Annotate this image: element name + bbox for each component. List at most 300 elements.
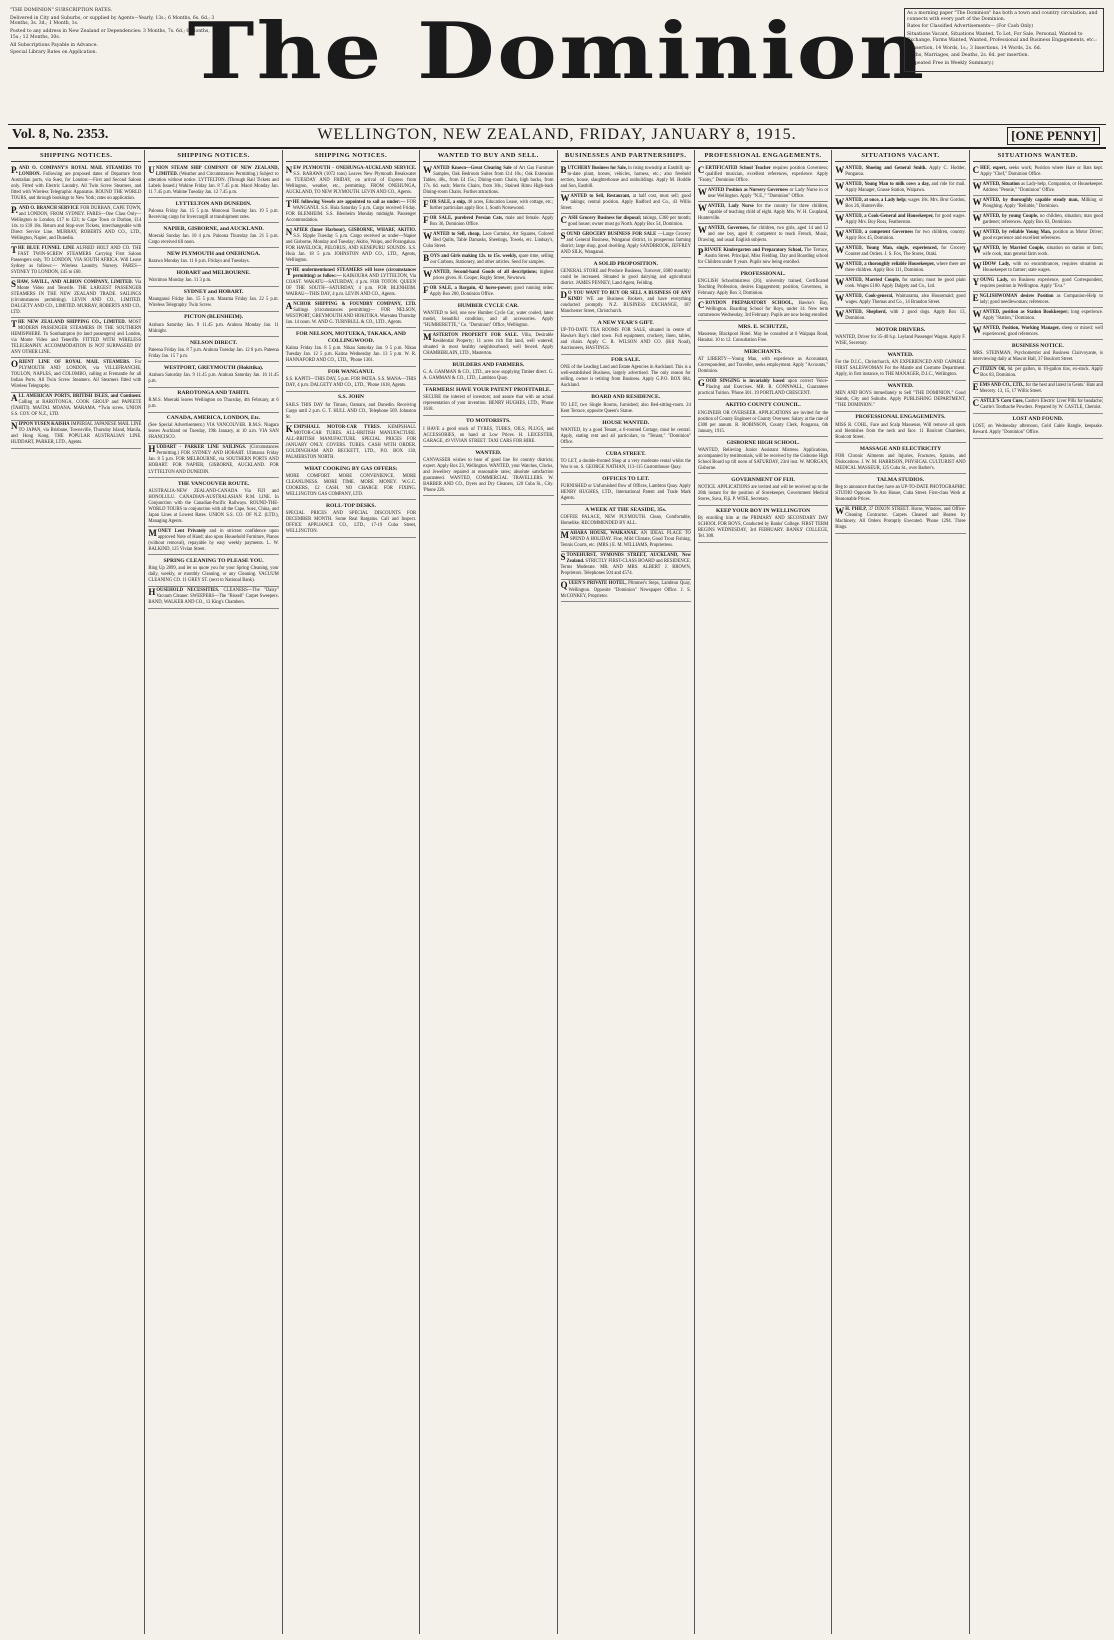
ad-body: —Large Grocery and General Business, Wanganui district, in prosperous farming district; large shop, good dwelling. Apply SANDBROOK, JEFFREY AND SILK, Wanganui. (560, 231, 691, 255)
ad-headline: LL AMERICAN PORTS, BRITISH ISLES, and Continent. (18, 394, 142, 400)
ad-headline: TO MOTORISTS. (466, 418, 511, 425)
ad-body: ONE of the Leading Land and Estate Agencies in Auckland. This is a well-established Business, largely advertised. The only reason for selling, owner is retiring from Business. Apply G.P.O. BOX 684, Auckland. (560, 365, 691, 389)
ad-headline: NEW PLYMOUTH and ONEHUNGA. (166, 250, 261, 257)
ad-headline: OYS and Girls making 12s. to 15s. weekly, (430, 253, 518, 259)
ad-headline: NION STEAM SHIP COMPANY OF NEW ZEALAND, LIMITED. (155, 165, 279, 177)
ad-body: ENGLISH Schoolmistress (26), university trained, Certificated Teaching Profession, desires Engagement; position, Governess, in February. Apply Box 3, Dominion. (697, 278, 829, 296)
ad-headline: OUSEHOLD NECESSITIES. (156, 588, 220, 594)
classified-ad (423, 214, 553, 230)
ad-headline: EW PLYMOUTH - ONEHUNGA-AUCKLAND SERVICE. (293, 165, 417, 171)
ad-body: situation on station or farm; wife cook, man general farm work. (982, 245, 1104, 257)
ad-headline: NELSON DIRECT. (189, 339, 238, 346)
ad-initial: A (11, 393, 18, 404)
ad-headline: AND O. BRANCH SERVICE (18, 205, 79, 211)
classified-ad (973, 276, 1103, 292)
ad-body: MOST MODERN PASSENGER STEAMERS IN THE SOUTHERN HEMISPHERE. To Southampton (to land passengers) and London, via Monte Video and Teneriffe. FITTED WITH WIRELESS TELEGRAPHY. ACCOMMODATION IS NOT SURPASSED BY ANY OTHER LINE. (11, 319, 142, 355)
ad-initial: W (972, 212, 982, 223)
ad-headline: S.S. JOHN (337, 394, 364, 401)
column-heading: SITUATIONS VACANT. (835, 150, 965, 162)
ad-initial: P. (11, 164, 18, 175)
classified-ad (286, 367, 416, 392)
ad-headline: ANTED to Sell, cheap, (433, 231, 481, 237)
ad-headline: NCHOR SHIPPING & FOUNDRY COMPANY, LTD. (293, 301, 417, 307)
ad-headline: BUSINESS NOTICE. (1011, 342, 1064, 349)
classified-ad (11, 421, 141, 449)
ad-headline: ANTED, Governess, (707, 225, 750, 231)
classified-ad (835, 228, 965, 244)
ad-headline: OOD SINGING is invariably based (705, 379, 785, 385)
ad-headline: TALMA STUDIOS. (876, 476, 925, 483)
ad-body: Lace Curtains, Art Squares, Colored Bed Quilts, Table Damasks, Sheetings, Towels, etc. Lindsay's, Cuba Street. (423, 231, 554, 249)
ad-headline: IPPON YUSEN KAISHA (18, 422, 70, 428)
classified-ad (423, 447, 553, 496)
ad-headline: ANTED, Lady Nurse (707, 203, 754, 209)
ad-headline: ASH Grocery Business for disposal; (568, 215, 642, 221)
ad-body: CLEANERS—The "Daisy" Vacuum Cleaner. SWEEPERS—The "Bissell" Carpet Sweepers. BAND, WALKER AND CO., 13 King's Chambers. (148, 588, 279, 606)
ad-rates-line: Rates for Classified Advertisements— (For Cash Only) (907, 24, 1034, 30)
ad-headline: BOARD AND RESIDENCE. (591, 394, 661, 401)
classified-ad (835, 308, 965, 324)
volume-number: Vol. 8, No. 2353. (12, 127, 109, 142)
classified-ad (698, 400, 828, 437)
ad-initial: N (11, 421, 18, 432)
ad-headline: PROFESSIONAL. (740, 270, 786, 277)
ad-initial: W (423, 230, 433, 241)
ad-headline: A NEW YEAR'S GIFT. (597, 319, 654, 326)
classified-ad (286, 266, 416, 300)
ad-headline: KEEP YOUR BOY IN WELLINGTON (715, 508, 811, 515)
ad-body: UP-TO-DATE TEA ROOMS FOR SALE, situated in centre of Hawke's Bay's chief town. Full equipment, crockery, linen, tables, and chairs. Apply C. R. WILSON AND CO. (Bill Noad), Auctioneers, HASTINGS. (560, 328, 691, 352)
ad-body: Beg to announce that they have an UP-TO-DATE PHOTOGRAPHIC STUDIO Opposite Te Aro House, Cuba Street. First-class Work at Reasonable Prices. (835, 484, 966, 502)
ad-initial: T (11, 244, 18, 255)
ad-body: Milking or Ploughing. Apply "Reliable," Dominion. (982, 197, 1103, 209)
page-column (145, 150, 282, 1634)
classified-ad (561, 448, 691, 473)
ad-headline: WANTED. (887, 383, 914, 390)
classified-ad (561, 355, 691, 392)
ad-body: WE are Business Brokers, and have everything conducted promptly. N.Z. BUSINESS EXCHANGE, 187 Manchester Street, Christchurch. (560, 296, 691, 314)
newspaper-title: The Dominion (187, 6, 927, 97)
classified-ad (973, 382, 1103, 398)
ad-body: WANTED to Sell, one new Humber Cycle Car, water cooled, latest model, beautiful condition, and all accessories. Apply "HUMBERETTE," Co. "Dominion" Office, Wellington. (423, 310, 554, 328)
ad-headline: NGLISHWOMAN desires Position (979, 293, 1054, 299)
ad-headline: THE VANCOUVER ROUTE. (177, 480, 250, 487)
classified-ad (423, 230, 553, 252)
ad-body: where there are three children. Apply Box 111, Dominion. (845, 261, 966, 273)
classified-ad (835, 324, 965, 349)
rates-line: Delivered in City and Suburbs, or supplied by Agents—Yearly, 13s.; 6 Months, 6s. 6d.; 3 Months, 3s. 3d.; 1 Month, 1s. (10, 15, 215, 27)
ad-body: (See Special Advertisement.) VIA VANCOUVER. R.M.S. Niagara leaves Auckland on Tuesday, 19th January, at 10 a.m. VIA SAN FRANCISCO. (148, 423, 279, 441)
ad-body: as Companion-Help to lady; good needlewoman; references. (979, 293, 1103, 305)
ad-body: for the best and latest in Gents.' Hats and Mercery. 13, 15, 17 Willis Street. (979, 383, 1103, 395)
ad-body: in rising township at Eastbill; up-to-date plant, horses, vehicles, harness, etc.; also freehold section, house, slaughterhouse and outbuildings. Apply M. Hoddle and Son, Eastbill. (560, 165, 691, 189)
ad-body: S.S. KAPITI—THIS DAY, 5 p.m. FOR PATEA. S.S. MANA—THIS DAY, 4 p.m. DALGETY AND CO., LTD., 'Phone 1618, Agents. (285, 377, 417, 389)
classified-ad (973, 340, 1103, 365)
classified-ad (698, 474, 828, 505)
ad-body: Plimmer's Steps, Lambton Quay, Wellington. Opposite "Dominion" Newspaper Office. J. S. McCONKEY, Proprietor. (560, 581, 691, 599)
column-heading: SHIPPING NOTICES. (11, 150, 141, 162)
ad-body: for Grocery Counter and Orders. J. S. Fox, The Stores, Otaki. (845, 245, 966, 257)
ad-body: Via Monte Video and Tenerife. THE LARGEST PASSENGER STEAMERS IN THE NEW ZEALAND TRADE. SAILINGS (circumstances permitting). LEVIN AND CO., LIMITED. DALGETY AND CO., LIMITED. MURRAY, ROBERTS AND CO., LTD. (11, 279, 142, 315)
classified-ad (698, 437, 828, 474)
ad-initial: T (285, 266, 292, 277)
classified-ad (286, 423, 416, 463)
classified-ad (698, 186, 828, 202)
classified-ad (148, 268, 278, 287)
ad-rates-line: As a morning paper "The Dominion" has both a town and country circulation, and connects with every part of the Dominion. (907, 11, 1098, 22)
ad-headline: FARMERS! HAVE YOUR PATENT PROFITABLE. (425, 387, 552, 394)
column-heading: SITUATIONS WANTED. (973, 150, 1103, 162)
page-column (420, 150, 557, 1634)
classified-ad (148, 164, 278, 198)
ad-headline: WESTPORT, GREYMOUTH (Hokitika). (163, 364, 264, 371)
page-column (695, 150, 832, 1634)
ad-rates-line: Situations Vacant, Situations Wanted, To Let, For Sale, Personal, Wanted to Exchange, Farms Wanted, Wanted, Professional and Business Engagements, etc.: (907, 32, 1097, 43)
ad-headline: TONEHURST, SYMONDS STREET, AUCKLAND, New Zealand. (566, 553, 691, 565)
classified-ad (423, 268, 553, 284)
ad-body: for station; must be good plain cook. Wages £100. Apply Dalgety and Co., Ltd. (845, 277, 966, 289)
ad-headline: MRS. E. SCHUTZE, (738, 323, 788, 330)
classified-ad (148, 444, 278, 478)
ad-body: highest prices given. H. Cooper, Rugby Street, Newtown. (433, 269, 554, 281)
ad-body: wages 18s. Mrs. Bror Gordon, Box 26, Hunterville. (845, 197, 966, 209)
ad-body: AUSTRALIA-NEW ZEALAND-CANADA Via FIJI and HONOLULU. CANADIAN-AUSTRALASIAN R.M. LINE. In Conjunction with the Canadian-Pacific Railways. ROUND-THE-WORLD TOURS in conjunction with all the Cape, Suez, China, and Japan Lines at Lowest Rates. UNION S.S. CO. OF N.Z. (LTD.), Managing Agents. (148, 488, 279, 524)
advertisement-columns (8, 150, 1106, 1634)
ad-initial: C (972, 398, 980, 409)
ad-initial: A (285, 300, 293, 311)
ad-initial: W (972, 180, 982, 191)
ad-initial: M (423, 331, 432, 342)
ad-body: (Weather and Circumstances Permitting.) Subject to alteration without notice. LYTTELTON. (Through Rail Tickets and Labels Issued.) Wahine Friday Jan. 8 7.45 p.m. Maori Monday Jan. 11 7.45 p.m. Wahine Tuesday Jan. 12 7.45 p.m. (148, 171, 279, 195)
ad-initial: T (285, 198, 292, 209)
ad-body: CANVASSER wishes to hear of good line for country districts; expert. Apply Box 23, Wellington. WANTED, your Watches, Clocks, and Jewellery repaired at reasonable rates; absolute satisfaction guaranteed. WANTED, COMMERCIAL TRAVELLERS. W. BARBER AND CO., Dyers and Dry Cleaners, 120 Cuba St., City. 'Phone 226. (423, 457, 554, 493)
classified-ad (148, 362, 278, 387)
price-tag: [ONE PENNY] (1007, 127, 1100, 145)
ad-body: Warrimoo Monday Jan. 11 3 p.m. (148, 278, 212, 284)
ad-body: COFFEE PALACE, NEW PLYMOUTH. Clean, Comfortable, Homelike. RECOMMENDED BY ALL. (560, 515, 691, 527)
classified-ad (973, 180, 1103, 196)
classified-ad (423, 284, 553, 300)
classified-ad (148, 587, 278, 609)
ad-body: and in strictest confidence upon approved Note of Hand; also upon Household Furniture, Pianos (without removal), repayable by easy weekly payments. L. W. BALKIND, 125 Vivian Street. (148, 528, 279, 552)
classified-ad (148, 312, 278, 337)
classified-ad (973, 324, 1103, 340)
ad-headline: FOR NELSON, MOTUEKA, TAKAKA, AND COLLINGWOOD. (295, 330, 406, 345)
ad-headline: HOBART and MELBOURNE. (176, 270, 251, 277)
ad-body: requires position Governess; qualified musician, excellent references, experience. Apply "Fanny," Dominion Office. (697, 165, 829, 183)
ad-headline: BUILDERS AND FARMERS. (452, 362, 525, 369)
classified-ad (973, 292, 1103, 308)
classified-ad (148, 413, 278, 444)
classified-ad (286, 226, 416, 266)
ad-headline: WANTED. (887, 352, 914, 358)
ad-body: For PLYMOUTH AND LONDON, via VILLEFRANCHE, TOULON, NAPLES, and COLOMBO, calling at Fremantle for all Indian Ports. All Twin Screw Steamers. All Steamers fitted with Wireless Telegraphy. (11, 359, 142, 390)
ad-body: NOTICE. APPLICATIONS are invited and will be received up to the 28th instant for the position of Storekeeper, Government Medical Stores, Suva, Fiji. P. WISE, Secretary. (697, 485, 829, 503)
ad-headline: HOUSE WANTED. (602, 419, 650, 426)
ad-initial: W (697, 202, 707, 213)
ad-headline: ANTED, Married Couple, (845, 277, 900, 283)
ad-body: Waimarama, also Housemaid; good wages. Apply Thomas and Co., 14 Brandon Street. (845, 293, 966, 305)
classified-ad (561, 392, 691, 417)
ad-headline: ANTED, Shepherd, (845, 309, 887, 315)
classified-ad (835, 350, 965, 381)
ad-initial: P (697, 246, 704, 257)
ad-rates-line: Births, Marriages, and Deaths, 2s. 6d. per insertion. (907, 53, 1029, 59)
classified-ad (286, 164, 416, 198)
ad-body: KEMPSHALL MOTOR-CAR TUBES. ALL-BRITISH MANUFACTURE. ALL-BRITISH MANUFACTURE. SPECIAL PRICES FOR JANUARY ONLY. COVERS. TUBES. CASH WITH ORDER. GOLDINGHAM AND BECKETT, LTD., P.O. BOX 130, PALMERSTON NORTH. (285, 424, 417, 460)
ad-initial: W (835, 506, 845, 517)
ad-headline: MASSAGE AND ELECTRICITY (859, 445, 942, 452)
ad-initial: W (835, 292, 845, 303)
ad-initial: S (11, 278, 17, 289)
ad-headline: ANTED, a competent Governess (845, 229, 914, 235)
ad-initial: W (972, 196, 982, 207)
ad-headline: ANTED, position as Station Bookkeeper; (982, 309, 1069, 315)
ad-headline: ANTED, Position, Working Manager, (982, 325, 1060, 331)
ad-initial: W (835, 244, 845, 255)
ad-initial: E (972, 292, 979, 303)
ad-initial: W (835, 276, 845, 287)
classified-ad (973, 196, 1103, 212)
classified-ad (423, 300, 553, 331)
ad-body: seeks work; Position where Hare or Rats kept. Apply "Chef," Dominion Office. (980, 165, 1104, 177)
ad-headline: LYTTELTON AND DUNEDIN. (175, 200, 252, 207)
classified-ad (11, 393, 141, 421)
classified-ad (835, 443, 965, 474)
ad-body: G. A. GAMMAN & CO., LTD., are now supplying Timber direct. G. A. GAMMAN & CO., LTD., Lambton Quay. (423, 370, 554, 382)
ad-headline: RIVATE Kindergarten and Preparatory School, (704, 247, 803, 253)
ad-body: By enrolling him at the PRIMARY AND SECONDARY DAY SCHOOL FOR BOYS, Conducted by Banks' College. FIRST TERM BEGINS WEDNESDAY, 3rd FEBRUARY. BANKS' COLLEGE, Tel. 308. (697, 516, 829, 540)
ad-initial: O (11, 358, 19, 369)
classified-ad (148, 478, 278, 527)
classified-ad (148, 388, 278, 413)
ad-body: LOST, on Wednesday afternoon, Gold Cable Bangle, keepsake. Reward. Apply "Dominion" Office. (972, 424, 1103, 436)
ad-headline: PROFESSIONAL ENGAGEMENTS. (855, 414, 946, 421)
classified-ad (835, 276, 965, 292)
ad-initial: H (148, 444, 156, 455)
classified-ad (11, 244, 141, 278)
ad-body: SPECIAL PRICES AND SPECIAL DISCOUNTS FOR DECEMBER MONTH. Some Real Bargains. Call and Inspect. OFFICE APPLIANCE CO., LTD., 17-19 Cuba Street, WELLINGTON. (285, 511, 417, 535)
ad-headline: ANTED, Cook-general, (845, 293, 894, 299)
classified-ad (11, 318, 141, 358)
classified-ad (286, 300, 416, 328)
ad-headline: UTCHERY Business for Sale, (567, 165, 627, 171)
classified-ad (148, 198, 278, 223)
classified-ad (11, 164, 141, 204)
ad-headline: ITIZEN Oil, (980, 367, 1006, 373)
ad-initial: C (697, 299, 705, 310)
ad-body: and ride for mail. Apply Manager, Grasse Station, Waipawa. (845, 181, 966, 193)
classified-ad (698, 347, 828, 378)
ad-headline: HAW, SAVILL, AND ALBION COMPANY, LIMITED. (17, 279, 133, 285)
classified-ad (561, 230, 691, 258)
ad-body: Pateena Friday Jan. 8 7 p.m. Arahura Tuesday Jan. 12 8 p.m. Pateena Friday Jan. 15 7 p.m. (148, 347, 279, 359)
ad-headline: NAPIER, GISBORNE, and AUCKLAND. (163, 225, 264, 232)
ad-headline: HE NEW ZEALAND SHIPPING CO., LIMITED. (18, 319, 126, 325)
classified-ad (286, 328, 416, 366)
classified-ad (423, 198, 553, 214)
ad-headline: GISBORNE HIGH SCHOOL. (726, 439, 800, 446)
classified-ad (561, 473, 691, 504)
ad-initial: W (835, 212, 845, 223)
ad-initial: W (835, 228, 845, 239)
classified-ad (286, 500, 416, 537)
ad-initial: W (972, 308, 982, 319)
ad-headline: ROLL-TOP DESKS. (325, 502, 376, 509)
classified-ad (423, 385, 553, 416)
advertising-rates (904, 8, 1104, 72)
ad-body: Following are proposed dates of Departure from Australian ports, via Suez, for London:—First and Second Saloon only. Fitted with Electric Laundry. All Twin Screw Steamers, and fitted with Wireless Telegraphic Apparatus. ROUND THE WORLD TOURS, and through bookings to New York; rates on application. (11, 171, 142, 201)
classified-ad (11, 204, 141, 244)
classified-ad (561, 289, 691, 317)
classified-ad (835, 164, 965, 180)
ad-initial: W (972, 244, 982, 255)
classified-ad (973, 308, 1103, 324)
ad-headline: ANTED, by reliable Young Man, (982, 229, 1052, 235)
ad-initial: W (972, 324, 982, 335)
ad-headline: EMS AND CO., LTD., (979, 383, 1025, 389)
ad-initial: S (560, 552, 566, 563)
classified-ad (561, 552, 691, 580)
ad-initial: N (285, 164, 293, 175)
ad-initial: W (972, 260, 982, 271)
ad-initial: W (697, 224, 707, 235)
classified-ad (835, 180, 965, 196)
ad-headline: O YOU WANT TO BUY OR SELL A BUSINESS OF ANY KIND? (568, 290, 691, 302)
dateline: WELLINGTON, NEW ZEALAND, FRIDAY, JANUARY 8, 1915. (317, 126, 797, 143)
ad-headline: OR SALE, purebred Persian Cats, (429, 215, 504, 221)
ad-headline: OUNG Lady, (980, 277, 1009, 283)
ad-headline: UEEN'S PRIVATE HOTEL, (568, 581, 627, 587)
ad-body: FOR Chronic Ailments and Injuries, Fractures, Sprains, and Dislocations. J. W. M. HARRISON, PHYSICAL CULTURIST AND MEDICAL MASSEUR, 125 Cuba St., over Barber's. (835, 453, 966, 471)
ad-body: MORE COMFORT. MORE CONVENIENCE. MORE CLEANLINESS. MORE TIME. MORE MONEY. W.G.C. COOKERS, £2 CASH. NO CHARGE FOR FIXING. WELLINGTON GAS COMPANY, LTD. (285, 473, 417, 497)
classified-ad (148, 527, 278, 555)
ad-initial: M (560, 530, 569, 541)
ad-body: as Lady-help, Companion, or Housekeeper. Address "Pennie," "Dominion" Office. (982, 181, 1103, 193)
ad-body: STRICTLY FIRST-CLASS BOARD and RESIDENCE. Terms Moderate. MR. AND MRS. ALBERT J. BROWN, Proprietors. Telephones 504 and 4574. (560, 559, 691, 577)
ad-body: Villa, Desirable Residential Property; 11 acres rich flat land, well watered; situated in most healthy neighbourhood; well fenced. Apply CHAMBERLAIN, LTD., Masterton. (423, 332, 554, 357)
classified-ad (561, 317, 691, 354)
ad-headline: ANTED, Young Man, single, experienced, (845, 245, 938, 251)
masthead (8, 6, 1106, 156)
ad-initial: Y (972, 276, 980, 287)
ad-rates-line: (Repeated Free in Weekly Summary.) (907, 61, 994, 67)
classified-ad (835, 412, 965, 443)
ad-body: AT LIBERTY—Young Man, with experience as Accountant, Correspondent, and Traveller, seeks employment. Apply "Accounts," Dominion. (697, 357, 829, 375)
ad-headline: ANTED to Sell, Restaurant, (570, 193, 631, 199)
ad-initial: C (972, 366, 980, 377)
classified-ad (698, 506, 828, 543)
ad-headline: ANTED, a Cook-General and Housekeeper, (845, 213, 934, 219)
ad-body: Apply C. Hodder, Pongaroa. (845, 165, 966, 177)
ad-body: Rarawa Monday Jan. 11 6 p.m. Fridays and Tuesdays. (148, 259, 250, 265)
ad-headline: HE BLUE FUNNEL LINE (18, 245, 75, 251)
ad-body: male and female. Apply Box 36, Dominion Office. (429, 215, 554, 227)
ad-body: FOR WANGANUI. S.S. Huia Saturday 5 p.m. Cargo received Friday. FOR BLENHEIM. S.S. Blenheim Monday midnight. Passenger Accommodation. (285, 199, 417, 223)
classified-ad (835, 506, 965, 534)
ad-body: for two children, country. Apply Box 45, Dominion. (845, 229, 966, 241)
rates-line: All Subscriptions Payable in Advance. (10, 42, 98, 48)
ad-body: Arahura Saturday Jan. 9 11.45 p.m. Arahura Monday Jan. 11 Midnight. (148, 322, 279, 334)
ad-body: Maunganui Friday Jan. 15 5 p.m. Marama Friday Jan. 22 5 p.m. Wireless Telegraphy. Twin Screw. (148, 297, 279, 309)
classified-ad (835, 292, 965, 308)
ad-initial: B (423, 252, 430, 263)
ad-headline: ANTED, Situation (982, 181, 1020, 187)
ad-body: Sailings (circumstances permitting)— FOR NELSON, WESTPORT, GREYMOUTH AND HOKITIKA. Wareatea Thursday Jan. 14 noon. W. AND G. TURNBULL & CO., LTD., Agents. (285, 307, 417, 325)
ad-initial: K (285, 423, 293, 434)
ad-body: takings, £360 per month; good house; owner must go North. Apply Box 54, Dominion. (568, 215, 691, 227)
ad-headline: UDDART - PARKER LINE SAILINGS. (156, 445, 247, 451)
ad-initial: G (697, 378, 705, 389)
ad-body: long experience. Apply "Station," Dominion. (982, 309, 1103, 321)
ad-body: with no encumbrances, requires situation as Housekeeper to farmer; state wages. (982, 261, 1103, 273)
ad-initial: W (835, 196, 845, 207)
ad-body: upon correct Voice-Placing and Exercises. MR. R. CONNWALL, Guarantees practical Tuition. 'Phone 301. 19 PORTLAND CRESCENT. (697, 379, 829, 397)
ad-rates-line: 1 Insertion, 14 Words, 1s.; 3 Insertions, 14 Words, 2s. 6d. (907, 45, 1042, 51)
ad-headline: CUBA STREET. (605, 450, 646, 457)
ad-body: FOR DURBAN, CAPE TOWN, and LONDON, FROM SYDNEY. FARES—One Class Only—Wellington to London, £17 to £23; to Cape Town or Durban, £14 14s. to £18 18s. Return and Stop-over Tickets, interchangeable with Direct Service Line. MURRAY, ROBERTS AND CO., LTD., Wellington, Napier, and Dunedin. (11, 205, 142, 241)
ad-body: WANTED, Relieving Junior Assistant Mistress. Applications, accompanied by testimonials, will be received by the Gisborne High School Board up till noon of SATURDAY, 23rd inst. W. MORGAN, Gisborne. (697, 447, 829, 471)
ad-body: S.S. RARAWA (1072 tons) Leaves New Plymouth Breakwater on TUESDAY AND FRIDAY, on arrival of Express from Wellington, weather, etc., permitting. FROM ONEHUNGA, AUCKLAND, TO NEW PLYMOUTH. LEVIN AND CO., Agents. (285, 171, 417, 195)
classified-ad (561, 580, 691, 602)
ad-body: Moeraki Sunday Jan. 10 4 p.m. Paloona Thursday Jan. 21 5 p.m. Cargo received till noon. (148, 233, 279, 245)
ad-headline: WANTED. (475, 449, 502, 456)
rates-heading: "THE DOMINION" SUBSCRIPTION RATES. (10, 8, 113, 13)
ad-body: Paloona Friday Jan. 15 5 p.m. Monowai Tuesday Jan. 19 5 p.m. Receiving cargo for Invercargill at transhipment rates. (148, 208, 279, 220)
classified-ad (835, 244, 965, 260)
classified-ad (973, 260, 1103, 276)
ad-body: I HAVE a good stock of TYRES, TUBES, OILS, PLUGS, and ACCESSORIES, on hand at Low Prices. H. LEICESTER, GARAGE, 49 VIVIAN STREET. TAXI CARS FOR HIRE. (423, 426, 554, 444)
ad-headline: ONEY Lent Privately (157, 528, 206, 534)
classified-ad (698, 246, 828, 268)
ad-body: for good wages. Apply Mrs. Boy Ross, Featherston. (845, 213, 966, 225)
ad-body: at half cost, must sell; good takings; central position. Apply Radford and Co., 43 Willis Street. (560, 193, 691, 211)
column-heading: WANTED TO BUY AND SELL. (423, 150, 553, 162)
ad-body: Masseuse, Blackpool Hotel. May be consulted at 6 Waipapa Road, Hataitai. 10 to 12. Consultation Free. (697, 332, 829, 344)
ad-headline: ASTERTON PROPERTY FOR SALE. (432, 332, 518, 338)
ad-headline: GOVERNMENT OF FIJI. (731, 476, 795, 483)
classified-ad (11, 358, 141, 392)
page-column (283, 150, 420, 1634)
ad-initial: D (560, 289, 567, 300)
ad-headline: HEF, expert, (980, 165, 1007, 171)
classified-ad (698, 164, 828, 186)
classified-ad (423, 252, 553, 268)
ad-body: with 2 good dogs. Apply Box 13, Dominion. (845, 309, 966, 321)
ad-headline: EMPSHALL MOTOR-CAR TYRES. (293, 424, 381, 430)
ad-headline: HE following Vessels are appointed to sail as under:— (292, 199, 406, 205)
ad-headline: ASTLE'S Corn Cure, (980, 399, 1024, 405)
ad-body: ENGINEER OR OVERSEER. APPLICATIONS are invited for the position of County Engineer or County Overseer. Salary at the rate of £300 per annum. R. ROBINSON, County Clerk, Pongaroa, 6th January, 1915. (697, 410, 829, 434)
page-column (970, 150, 1106, 1634)
ad-headline: ANTED Position as Nursery Governess (707, 187, 789, 193)
ad-body: or Lady Nurse in or near Wellington. Apply "N.E.," "Dominion" Office. (707, 187, 829, 199)
classified-ad (973, 414, 1103, 439)
ad-headline: ANTED, at once, a Lady help; (845, 197, 907, 203)
classified-ad (698, 299, 828, 321)
ad-initial: W (835, 260, 845, 271)
ad-initial: M (148, 527, 157, 538)
classified-ad (973, 244, 1103, 260)
ad-initial: H (148, 587, 156, 598)
classified-ad (423, 164, 553, 198)
page-column (832, 150, 969, 1634)
classified-ad (561, 164, 691, 192)
ad-body: no children, situation; man good gardener; references. Apply Box 63, Dominion. (982, 213, 1103, 225)
ad-initial: F (423, 214, 429, 225)
ad-body: GENERAL STORE and Produce Business, Turnover, £680 monthly; could be increased. Situated in good dairying and agricultural district. JAMES PENNEY, Land Agent, Feilding. (560, 268, 691, 286)
ad-initial: U (148, 164, 155, 175)
